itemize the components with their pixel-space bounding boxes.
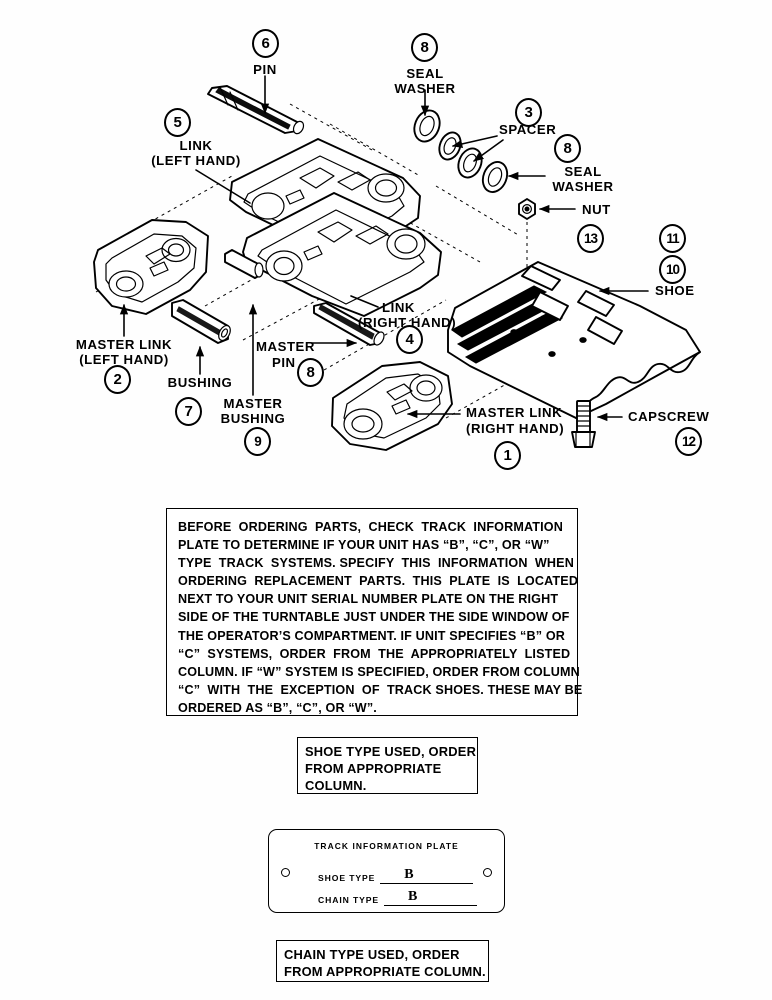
callout-3[interactable]: 3 <box>515 98 542 127</box>
note-shoe-line-1: SHOE TYPE USED, ORDER <box>305 744 477 759</box>
note-main-line-5: NEXT TO YOUR UNIT SERIAL NUMBER PLATE ON THE RIGHT <box>178 592 559 607</box>
master-link-left-part <box>94 220 208 314</box>
label-link-right-line1: LINK <box>382 300 415 315</box>
label-nut: NUT <box>582 202 611 217</box>
note-main-line-9: COLUMN. IF “W” SYSTEM IS SPECIFIED, ORDER FROM COLUMN <box>178 664 580 679</box>
pin-part <box>208 86 305 135</box>
ordering-instructions-box <box>166 508 583 716</box>
note-main-line-2: PLATE TO DETERMINE IF YOUR UNIT HAS “B”, “C”, OR “W” <box>178 538 550 553</box>
callout-9[interactable]: 8 <box>297 358 324 387</box>
seal-washers-and-spacers <box>410 107 512 196</box>
label-seal-washer-upper-line2: WASHER <box>394 81 456 96</box>
plate-shoe-type-rule <box>380 867 473 884</box>
label-master-link-right-line2: (RIGHT HAND) <box>466 421 565 436</box>
label-pin: PIN <box>253 62 277 77</box>
note-main-line-3: TYPE TRACK SYSTEMS. SPECIFY THIS INFORMATION WHEN <box>178 556 574 571</box>
callout-4[interactable]: 4 <box>396 325 423 354</box>
label-master-pin-line2: PIN <box>272 355 296 370</box>
callout-8-upper[interactable]: 8 <box>411 33 438 62</box>
label-seal-washer-lower-line1: SEAL <box>564 164 602 179</box>
note-main-line-6: SIDE OF THE TURNTABLE JUST UNDER THE SIDE WINDOW OF <box>178 610 570 625</box>
seal-washer-upper <box>410 107 444 146</box>
track-information-plate <box>268 829 505 913</box>
label-link-right-line2: (RIGHT HAND) <box>358 315 457 330</box>
callout-13[interactable]: 12 <box>675 427 702 456</box>
plate-shoe-type-value: B <box>404 867 414 882</box>
label-master-bushing-line2: BUSHING <box>220 411 286 426</box>
callout-7[interactable]: 7 <box>175 397 202 426</box>
callout-5[interactable]: 5 <box>164 108 191 137</box>
note-chain-line-1: CHAIN TYPE USED, ORDER <box>284 947 460 962</box>
label-capscrew: CAPSCREW <box>628 409 710 424</box>
label-link-left-line2: (LEFT HAND) <box>151 153 241 168</box>
note-main-line-1: BEFORE ORDERING PARTS, CHECK TRACK INFORMATION <box>178 520 563 534</box>
callout-2[interactable]: 2 <box>104 365 131 394</box>
callout-10[interactable]: 9 <box>244 427 271 456</box>
label-master-bushing-line1: MASTER <box>223 396 283 411</box>
seal-washer-lower <box>479 158 512 195</box>
label-shoe: SHOE <box>655 283 695 298</box>
plate-row-chain-type <box>318 889 477 906</box>
label-master-link-left-line2: (LEFT HAND) <box>79 352 169 367</box>
bushing-part <box>172 300 233 343</box>
note-main-line-8: “C” SYSTEMS, ORDER FROM THE APPROPRIATELY LISTED <box>178 646 571 661</box>
callout-1[interactable]: 1 <box>494 441 521 470</box>
callout-12[interactable]: 11 <box>659 224 686 253</box>
plate-row-shoe-type <box>318 867 473 884</box>
shoe-type-note-box <box>297 737 478 794</box>
plate-chain-type-value: B <box>408 889 418 904</box>
label-master-link-left-line1: MASTER LINK <box>75 337 173 352</box>
note-main-line-10: “C” WITH THE EXCEPTION OF TRACK SHOES. THESE MAY BE <box>178 682 583 697</box>
plate-hole-left-icon <box>281 868 290 877</box>
note-main-line-11: ORDERED AS “B”, “C”, OR “W”. <box>178 700 377 715</box>
label-master-link-right-line1: MASTER LINK <box>466 405 563 420</box>
label-bushing: BUSHING <box>167 375 233 390</box>
plate-chain-type-label: CHAIN TYPE <box>318 895 380 905</box>
master-link-right-part <box>332 362 452 450</box>
plate-hole-right-icon <box>483 868 492 877</box>
note-main-line-7: THE OPERATOR’S COMPARTMENT. IF UNIT SPECIFIES “B” OR <box>178 628 566 643</box>
callout-11[interactable]: 10 <box>659 255 686 284</box>
note-shoe-line-3: COLUMN. <box>305 778 367 794</box>
callout-14[interactable]: 13 <box>577 224 604 253</box>
plate-title: TRACK INFORMATION PLATE <box>314 841 459 851</box>
exploded-parts-diagram <box>0 0 772 490</box>
plate-shoe-type-label: SHOE TYPE <box>318 873 376 883</box>
label-link-left-line1: LINK <box>179 138 213 153</box>
label-seal-washer-upper-line1: SEAL <box>406 66 444 81</box>
note-chain-line-2: FROM APPROPRIATE COLUMN. <box>284 964 486 980</box>
plate-chain-type-rule <box>384 889 477 906</box>
label-master-pin-line1: MASTER <box>256 339 315 354</box>
label-seal-washer-lower-line2: WASHER <box>552 179 614 194</box>
chain-type-note-box <box>276 940 489 982</box>
nut-part <box>519 199 535 219</box>
label-spacer: SPACER <box>499 122 557 137</box>
note-main-line-4: ORDERING REPLACEMENT PARTS. THIS PLATE IS LOCATED <box>178 574 579 589</box>
callout-6[interactable]: 6 <box>252 29 279 58</box>
callout-8-lower[interactable]: 8 <box>554 134 581 163</box>
note-shoe-line-2: FROM APPROPRIATE <box>305 761 442 777</box>
